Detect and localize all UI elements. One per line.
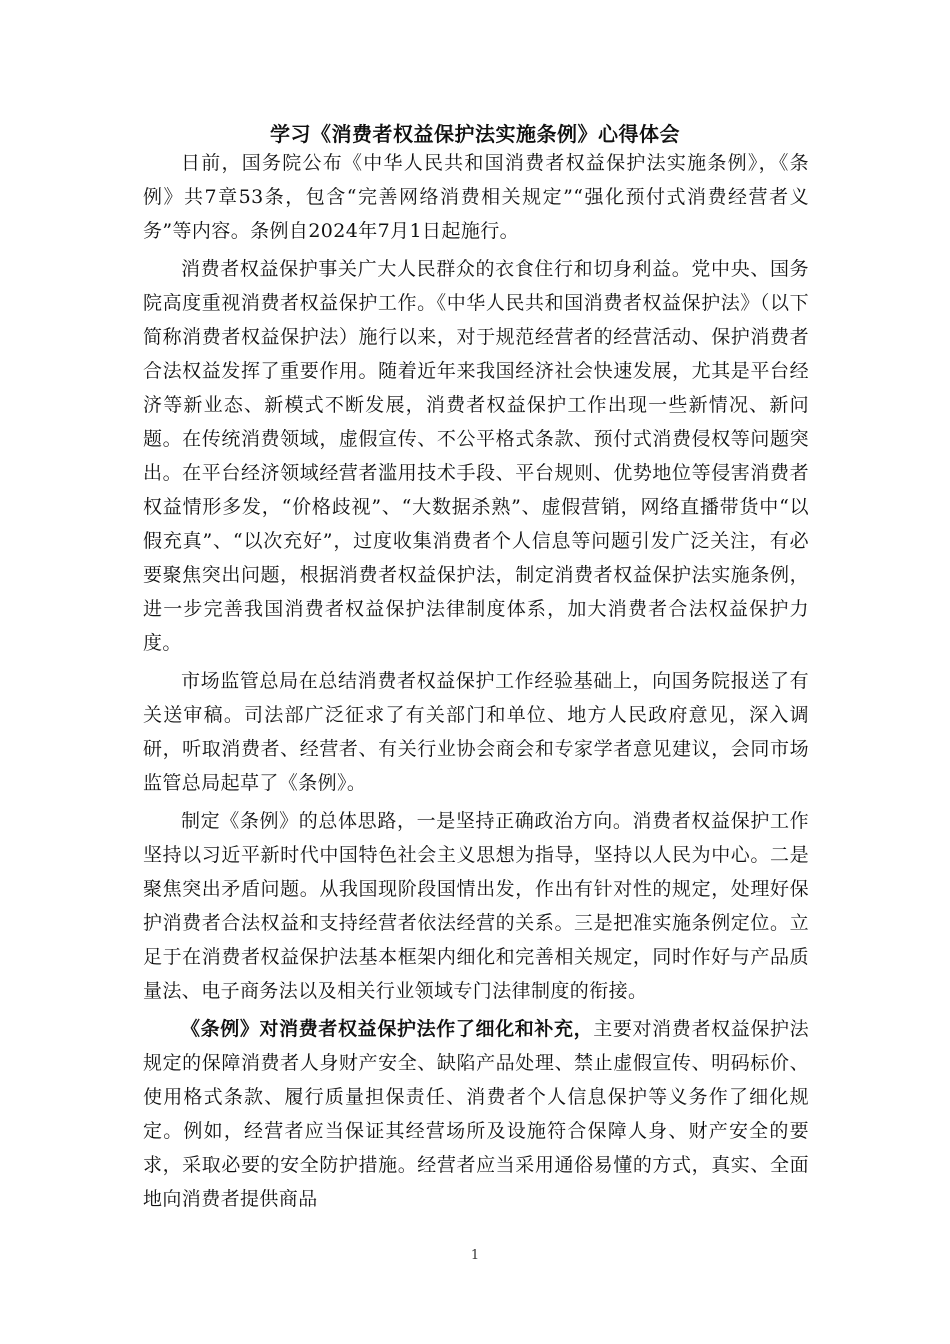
paragraph-text: 制定《条例》的总体思路，一是坚持正确政治方向。消费者权益保护工作坚持以习近平新时代中国特色社会主义思想为指导，坚持以人民为中心。二是聚焦突出矛盾问题。从我国现阶段国情出发，作出有针对性的规定，处理好保护消费者合法权益和支持经营者依法经营的关系。三是把准实施条例定位。立足于在消费者权益保护法基本框架内细化和完善相关规定，同时作好与产品质量法、电子商务法以及相关行业领域专门法律制度的衔接。 [143,810,809,1002]
paragraph-2 [143,252,809,660]
paragraph-text: 消费者权益保护事关广大人民群众的衣食住行和切身利益。党中央、国务院高度重视消费者权益保护工作。《中华人民共和国消费者权益保护法》（以下简称消费者权益保护法）施行以来，对于规范经营者的经营活动、保护消费者合法权益发挥了重要作用。随着近年来我国经济社会快速发展，尤其是平台经济等新业态、新模式不断发展，消费者权益保护工作出现一些新情况、新问题。在传统消费领域，虚假宣传、不公平格式条款、预付式消费侵权等问题突出。在平台经济领域经营者滥用技术手段、平台规则、优势地位等侵害消费者权益情形多发，“价格歧视”、“大数据杀熟”、虚假营销，网络直播带货中“以假充真”、“以次充好”，过度收集消费者个人信息等问题引发广泛关注，有必要聚焦突出问题，根据消费者权益保护法，制定消费者权益保护法实施条例，进一步完善我国消费者权益保护法律制度体系，加大消费者合法权益保护力度。 [143,258,809,654]
paragraph-1 [143,146,809,248]
page-number: 1 [470,1248,480,1263]
document-body [143,146,809,1220]
paragraph-text: 日前，国务院公布《中华人民共和国消费者权益保护法实施条例》，《条例》共7章53条，包含“完善网络消费相关规定”“强化预付式消费经营者义务”等内容。条例自2024年7月1日起施行。 [143,152,809,242]
paragraph-text: 市场监管总局在总结消费者权益保护工作经验基础上，向国务院报送了有关送审稿。司法部广泛征求了有关部门和单位、地方人民政府意见，深入调研，听取消费者、经营者、有关行业协会商会和专家学者意见建议，会同市场监管总局起草了《条例》。 [143,670,809,794]
document-title: 学习《消费者权益保护法实施条例》心得体会 [270,122,680,146]
paragraph-5 [143,1012,809,1216]
paragraph-lead-bold: 《条例》对消费者权益保护法作了细化和补充， [181,1018,594,1040]
paragraph-text: 主要对消费者权益保护法规定的保障消费者人身财产安全、缺陷产品处理、禁止虚假宣传、明码标价、使用格式条款、履行质量担保责任、消费者个人信息保护等义务作了细化规定。例如，经营者应当保证其经营场所及设施符合保障人身、财产安全的要求，采取必要的安全防护措施。经营者应当采用通俗易懂的方式，真实、全面地向消费者提供商品 [143,1018,810,1210]
paragraph-4 [143,804,809,1008]
paragraph-3 [143,664,809,800]
